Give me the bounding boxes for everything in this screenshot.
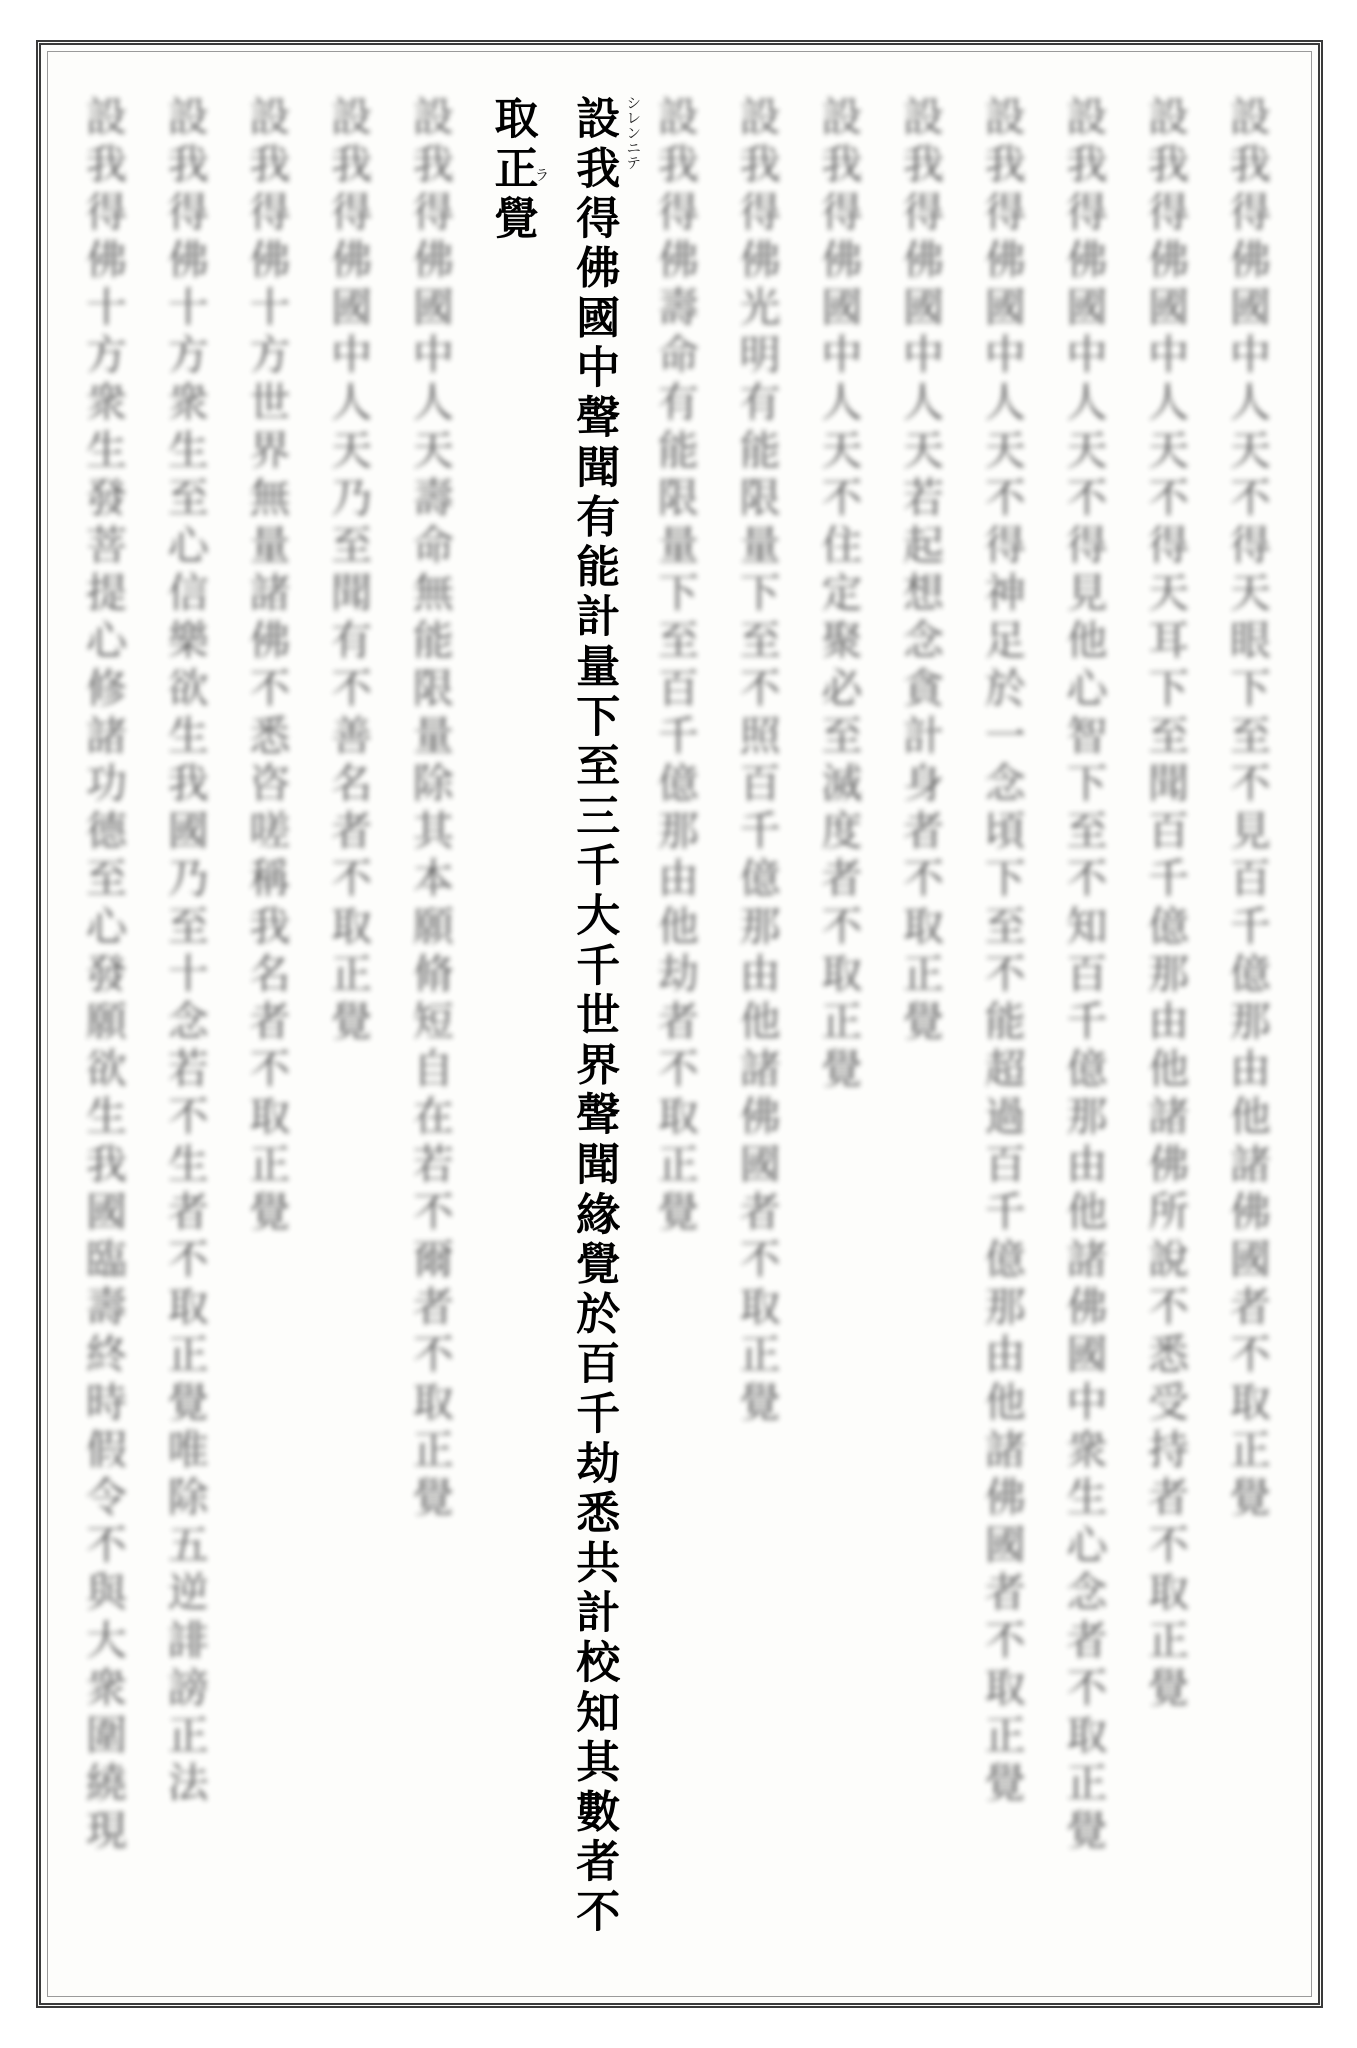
text-column-13 bbox=[233, 95, 299, 1995]
column-text: 設我得佛國中人天若起想念貪計身者不取正覺 bbox=[896, 95, 945, 1047]
column-text: 設我得佛光明有能限量下至不照百千億那由他諸佛國者不取正覺 bbox=[732, 95, 781, 1428]
column-text: 設我得佛國中人天不得見他心智下至不知百千億那由他諸佛國中衆生心念者不取正覺 bbox=[1059, 95, 1108, 1857]
text-column-10-focused bbox=[479, 95, 551, 1995]
text-column-11 bbox=[397, 95, 463, 1995]
text-column-3 bbox=[1050, 95, 1116, 1995]
vertical-text-block bbox=[70, 95, 1280, 1995]
text-column-8 bbox=[642, 95, 708, 1995]
text-column-14 bbox=[152, 95, 218, 1995]
text-column-2 bbox=[1132, 95, 1198, 1995]
text-column-1 bbox=[1214, 95, 1280, 1995]
furigana-annotation: ラ bbox=[532, 167, 551, 182]
column-text: 設我得佛國中聲聞有能計量下至三千大千世界聲聞緣覺於百千劫悉共計校知其數者不 bbox=[568, 95, 620, 1938]
column-text: 設我得佛國中人天乃至聞有不善名者不取正覺 bbox=[324, 95, 373, 1047]
column-text: 設我得佛國中人天不住定聚必至滅度者不取正覺 bbox=[814, 95, 863, 1095]
column-text: 設我得佛國中人天不得天耳下至聞百千億那由他諸佛所說不悉受持者不取正覺 bbox=[1141, 95, 1190, 1714]
furigana-annotation: シレンニテ bbox=[624, 95, 643, 170]
text-column-12 bbox=[315, 95, 381, 1995]
column-text: 設我得佛十方世界無量諸佛不悉咨嗟稱我名者不取正覺 bbox=[242, 95, 291, 1238]
text-column-9-focused bbox=[560, 95, 643, 1995]
text-column-15 bbox=[70, 95, 136, 1995]
column-text: 設我得佛十方衆生至心信樂欲生我國乃至十念若不生者不取正覺唯除五逆誹謗正法 bbox=[160, 95, 209, 1809]
text-column-7 bbox=[724, 95, 790, 1995]
text-column-6 bbox=[805, 95, 871, 1995]
column-text: 設我得佛國中人天不得神足於一念頃下至不能超過百千億那由他諸佛國者不取正覺 bbox=[977, 95, 1026, 1809]
column-text: 設我得佛壽命有能限量下至百千億那由他劫者不取正覺 bbox=[650, 95, 699, 1238]
column-text: 取正覺 bbox=[486, 95, 538, 245]
text-column-5 bbox=[887, 95, 953, 1995]
column-text: 設我得佛國中人天壽命無能限量除其本願脩短自在若不爾者不取正覺 bbox=[405, 95, 454, 1523]
text-column-4 bbox=[969, 95, 1035, 1995]
column-text: 設我得佛十方衆生發菩提心修諸功德至心發願欲生我國臨壽終時假令不與大衆圍繞現 bbox=[79, 95, 127, 1857]
column-text: 設我得佛國中人天不得天眼下至不見百千億那由他諸佛國者不取正覺 bbox=[1222, 95, 1271, 1523]
